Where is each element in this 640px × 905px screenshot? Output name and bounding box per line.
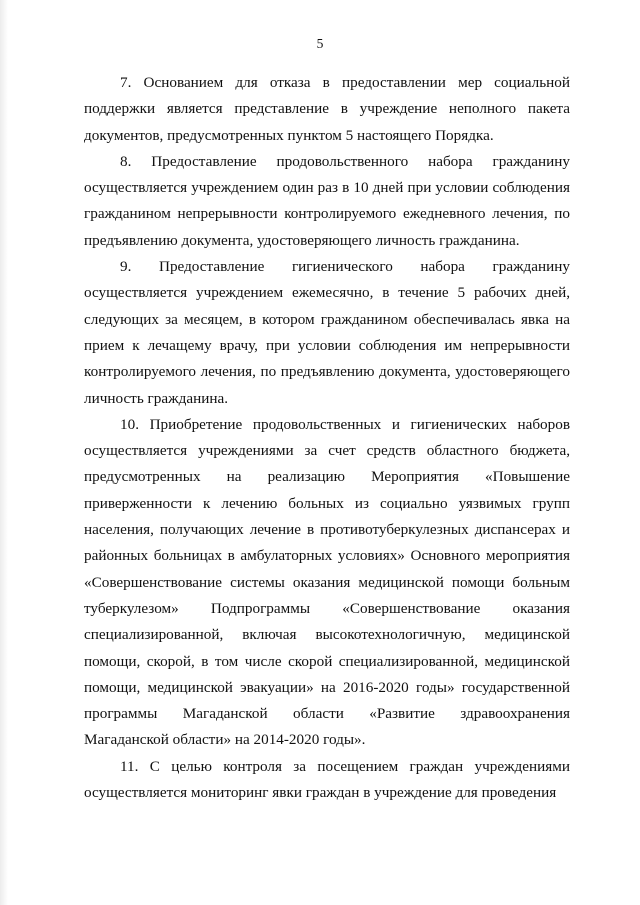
- paragraph-item-8: 8. Предоставление продовольственного набора гражданину осуществляется учреждением один раз в 10 дней при условии соблюдения гражданином непрерывности контролируемого ежедневного лечения, по предъявлению документа, удостоверяющего личность гражданина.: [84, 152, 570, 249]
- paragraph-item-7: 7. Основанием для отказа в предоставлении мер социальной поддержки является представление в учреждение неполного пакета документов, предусмотренных пунктом 5 настоящего Порядка.: [84, 74, 570, 144]
- page-number: 5: [316, 36, 324, 51]
- paragraph-item-11: 11. С целью контроля за посещением граждан учреждениями осуществляется мониторинг явки граждан в учреждение для проведения: [84, 757, 570, 802]
- paragraph-item-9: 9. Предоставление гигиенического набора гражданину осуществляется учреждением ежемесячно, в течение 5 рабочих дней, следующих за месяцем, в котором гражданином обеспечивалась явка на прием к лечащему врачу, при условии соблюдения им непрерывности контролируемого лечения, по предъявлению документа, удостоверяющего личность гражданина.: [84, 258, 570, 407]
- document-body: [84, 70, 570, 806]
- scan-edge-shadow: [0, 0, 8, 905]
- paragraph-item-10: 10. Приобретение продовольственных и гигиенических наборов осуществляется учреждениями за счет средств областного бюджета, предусмотренных на реализацию Мероприятия «Повышение приверженности к лечению больных из социально уязвимых групп населения, получающих лечение в противотуберкулезных диспансерах и районных больницах в амбулаторных условиях» Основного мероприятия «Совершенствование системы оказания медицинской помощи больным туберкулезом» Подпрограммы «Совершенствование оказания специализированной, включая высокотехнологичную, медицинской помощи, скорой, в том числе скорой специализированной, медицинской помощи, медицинской эвакуации» на 2016-2020 годы» государственной программы Магаданской области «Развитие здравоохранения Магаданской области» на 2014-2020 годы».: [84, 415, 570, 749]
